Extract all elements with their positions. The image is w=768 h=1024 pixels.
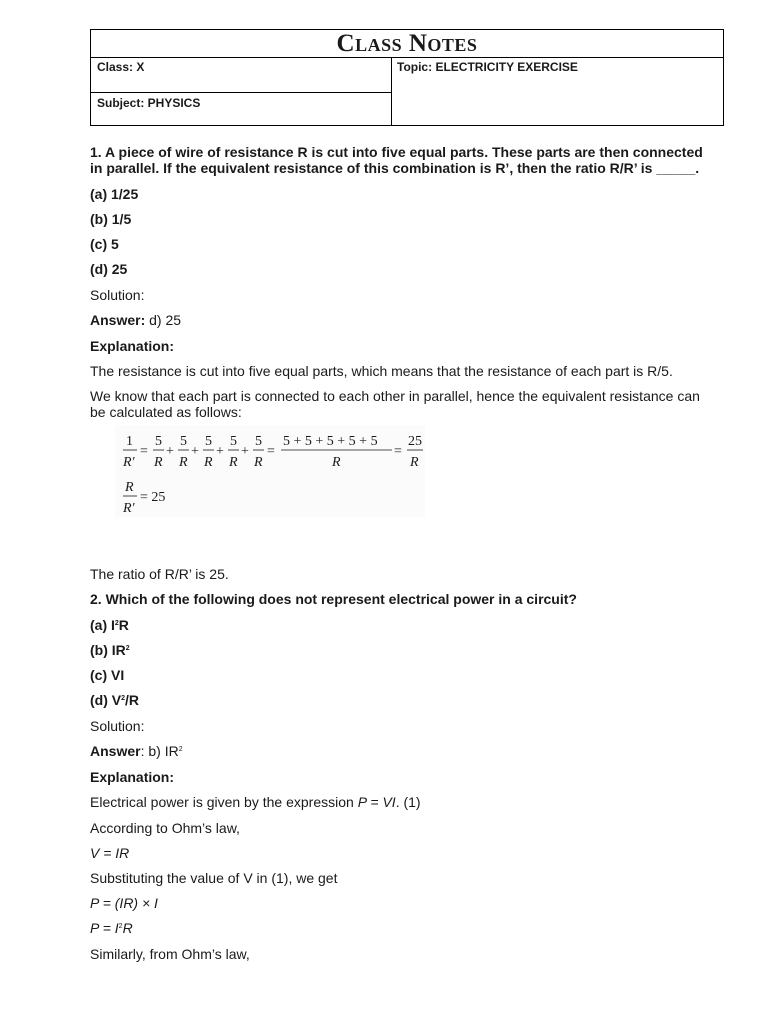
q2-question: 2. Which of the following does not represent electrical power in a circuit?	[90, 591, 577, 607]
formula-num-25: 25	[408, 434, 422, 449]
formula-den-rc: R	[204, 455, 213, 470]
formula-den-rb: R	[179, 455, 188, 470]
formula-eq-3: =	[394, 444, 402, 459]
q1-answer-value: d) 25	[145, 312, 182, 328]
q1-explanation-text1: The resistance is cut into five equal parts, which means that the resistance of each part is R/5.	[90, 363, 673, 379]
subject-cell: Subject: PHYSICS	[97, 96, 201, 110]
q2-option-a: (a) $I^2R$	[90, 617, 129, 633]
formula-num-5b: 5	[180, 434, 187, 449]
formula-num-5d: 5	[230, 434, 237, 449]
q1-solution-label: Solution:	[90, 287, 145, 303]
formula-plus-1: +	[166, 444, 174, 459]
formula-plus-4: +	[241, 444, 249, 459]
class-cell: Class: X	[97, 60, 145, 74]
formula-ratio-den-r-prime: R′	[123, 501, 135, 516]
formula-sum-numerator: 5 + 5 + 5 + 5 + 5	[283, 434, 378, 449]
q2-explanation-label: Explanation:	[90, 769, 175, 785]
formula-sum-den-r: R	[332, 455, 341, 470]
formula-den-rd: R	[229, 455, 238, 470]
q2-ohm-line: According to Ohm’s law,	[90, 820, 240, 836]
q2-similarly-line: Similarly, from Ohm’s law,	[90, 946, 250, 962]
q1-answer	[90, 312, 181, 328]
formula-plus-2: +	[191, 444, 199, 459]
formula-den-r-final: R	[410, 455, 419, 470]
q2-option-d: (d) $V^2/R$	[90, 692, 140, 708]
q2-option-b: (b) $IR^2$	[90, 642, 130, 658]
q2-solution-label: Solution:	[90, 718, 145, 734]
formula-den-r-prime: R′	[123, 455, 135, 470]
table-divider-vertical	[391, 57, 392, 125]
formula-ratio-result: = 25	[140, 490, 166, 505]
q2-answer-sup: 2	[178, 746, 183, 753]
q2-answer-label: Answer	[90, 743, 141, 759]
formula-ratio-num-r: R	[125, 480, 134, 495]
q1-formula-image	[115, 425, 425, 517]
q2-p-equation-1: P = (IR) × I	[90, 895, 158, 911]
topic-cell: Topic: ELECTRICITY EXERCISE	[397, 60, 578, 74]
q1-option-c: (c) 5	[90, 236, 119, 252]
formula-den-ra: R	[154, 455, 163, 470]
q1-explanation-label: Explanation:	[90, 338, 175, 354]
q1-option-d: (d) 25	[90, 261, 128, 277]
table-divider-horizontal	[91, 92, 392, 93]
q2-substitute-line: Substituting the value of V in (1), we get	[90, 870, 338, 886]
q2-answer-value: : b) IR	[140, 743, 179, 759]
q2-answer	[90, 743, 183, 759]
formula-num-1: 1	[126, 434, 133, 449]
formula-num-5e: 5	[255, 434, 262, 449]
formula-plus-3: +	[216, 444, 224, 459]
formula-den-re: R	[254, 455, 263, 470]
q1-question-line1: 1. A piece of wire of resistance R is cut into five equal parts. These parts are then connected	[90, 144, 703, 160]
q2-option-c: (c) VI	[90, 667, 125, 683]
q1-ratio-text: The ratio of R/R’ is 25.	[90, 566, 229, 582]
formula-eq-2: =	[267, 444, 275, 459]
header-table	[90, 29, 724, 126]
q2-v-equation: V = IR	[90, 845, 130, 861]
q1-answer-label: Answer:	[90, 312, 146, 328]
formula-eq-1: =	[140, 444, 148, 459]
page-title: Class Notes	[91, 30, 723, 58]
q2-power-line: Electrical power is given by the expression P = VI. (1)	[90, 794, 421, 810]
q1-option-a: (a) 1/25	[90, 186, 139, 202]
formula-num-5a: 5	[155, 434, 162, 449]
q2-p-equation-2: $P = I^2R$	[90, 920, 133, 936]
q1-option-b: (b) 1/5	[90, 211, 132, 227]
q1-explanation-text2: We know that each part is connected to each other in parallel, hence the equivalent resistance can be calculated as follows:	[90, 388, 700, 420]
q1-formula	[115, 425, 425, 517]
formula-num-5c: 5	[205, 434, 212, 449]
q1-question-line2: in parallel. If the equivalent resistance of this combination is R’, then the ratio R/R’ is _____.	[90, 160, 700, 176]
